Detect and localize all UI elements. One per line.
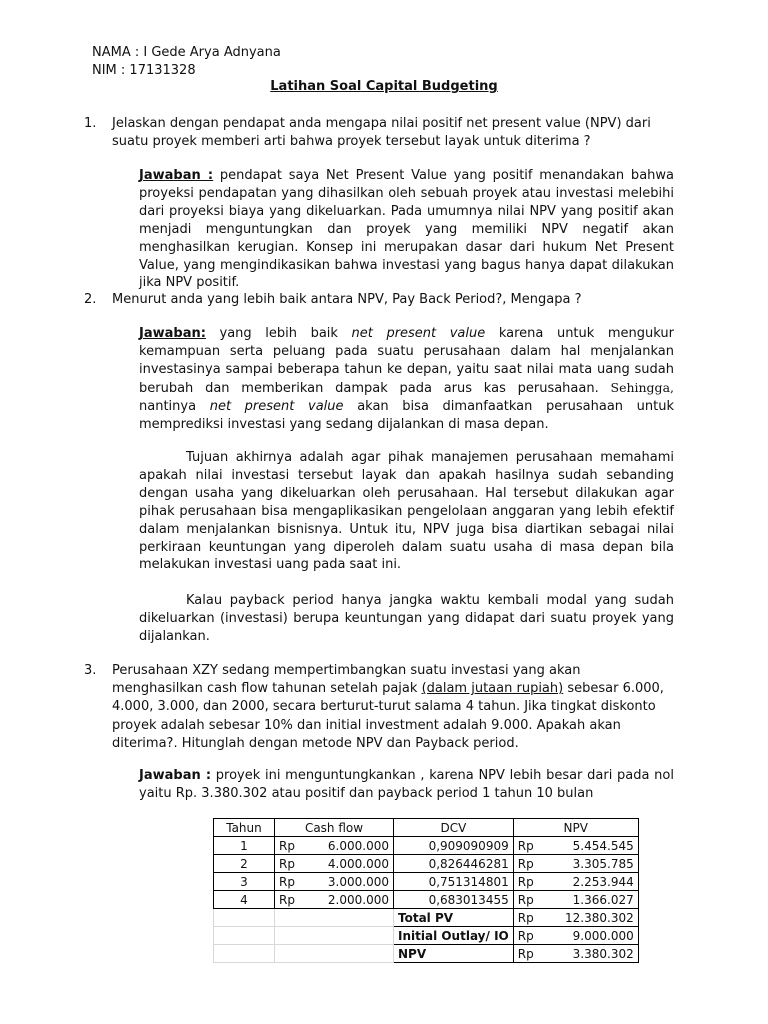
cell-rp: Rp bbox=[513, 945, 556, 963]
cell-cashflow: 4.000.000 bbox=[317, 855, 394, 873]
answer-2-text-a: yang lebih baik bbox=[205, 326, 352, 341]
table-header-row bbox=[214, 819, 639, 837]
cell-summary-label: Total PV bbox=[394, 909, 514, 927]
cell-cashflow: 2.000.000 bbox=[317, 891, 394, 909]
answer-2-text-g: akan bisa dimanfaatkan perusahaan untuk memprediksi investasi yang sedang dijalankan di masa depan. bbox=[139, 398, 675, 432]
answer-1 bbox=[139, 167, 674, 292]
question-3-text-b: sebesar 6.000, 4.000, 3.000, dan 2000, secara berturut-turut salama 4 tahun. Jika tingkat diskonto proyek adalah sebesar 10% dan initial investment adalah 9.000. Apakah akan diterima?. Hitunglah dengan metode NPV dan Payback period. bbox=[112, 681, 664, 751]
cell-tahun: 2 bbox=[214, 855, 275, 873]
question-3-underlined: (dalam jutaan rupiah) bbox=[421, 681, 564, 697]
cell-rp: Rp bbox=[275, 837, 318, 855]
answer-2-text-c: karena untuk mengukur kemampuan serta peluang pada suatu perusahaan dalam hal menjalankan investasinya sampai beberapa tahun ke depan, yaitu saat nilai mata uang sudah berubah dan memberikan dampak pada arus kas perusahaan. bbox=[139, 326, 674, 396]
header-cashflow: Cash flow bbox=[275, 819, 394, 837]
cell-tahun: 4 bbox=[214, 891, 275, 909]
answer-1-text: pendapat saya Net Present Value yang positif menandakan bahwa proyeksi pendapatan yang dihasilkan oleh sebuah proyek atau investasi melebihi dari proyeksi biaya yang dikeluarkan. Pada umumnya nilai NPV yang positif akan menjadi menguntungkan dan proyek yang memiliki NPV negatif akan menghasilkan kerugian. Konsep ini merupakan dasar dari hukum Net Present Value, yang mengindikasikan bahwa investasi yang bagus hanya dapat dilakukan jika NPV positif. bbox=[139, 168, 674, 291]
table-row bbox=[214, 837, 639, 855]
cell-npv: 3.305.785 bbox=[556, 855, 639, 873]
cell-summary-value: 9.000.000 bbox=[556, 927, 639, 945]
cell-summary-value: 3.380.302 bbox=[556, 945, 639, 963]
question-2 bbox=[84, 291, 674, 309]
student-name: NAMA : I Gede Arya Adnyana bbox=[92, 45, 281, 60]
cell-rp: Rp bbox=[513, 909, 556, 927]
cell-summary-label: Initial Outlay/ IO bbox=[394, 927, 514, 945]
table-row bbox=[214, 891, 639, 909]
question-1 bbox=[84, 115, 674, 151]
cell-cashflow: 6.000.000 bbox=[317, 837, 394, 855]
cell-npv: 1.366.027 bbox=[556, 891, 639, 909]
empty-cell bbox=[275, 927, 394, 945]
cell-summary-value: 12.380.302 bbox=[556, 909, 639, 927]
npv-table bbox=[213, 818, 639, 963]
cell-rp: Rp bbox=[275, 855, 318, 873]
cell-tahun: 1 bbox=[214, 837, 275, 855]
answer-2-label: Jawaban: bbox=[139, 326, 206, 341]
summary-row bbox=[214, 909, 639, 927]
cell-rp: Rp bbox=[275, 891, 318, 909]
answer-2 bbox=[139, 325, 674, 433]
answer-2-para3-text: Kalau payback period hanya jangka waktu kembali modal yang sudah dikeluarkan (investasi) berupa keuntungan yang didapat dari suatu proyek yang dijalankan. bbox=[139, 593, 674, 644]
question-2-number: 2. bbox=[84, 292, 97, 307]
question-3-text-a: Perusahaan XZY sedang mempertimbangkan suatu investasi yang akan menghasilkan cash flow tahunan setelah pajak bbox=[112, 663, 581, 697]
answer-2-paragraph-3 bbox=[139, 592, 674, 646]
cell-rp: Rp bbox=[513, 927, 556, 945]
cell-summary-label: NPV bbox=[394, 945, 514, 963]
table-row bbox=[214, 873, 639, 891]
student-nim: NIM : 17131328 bbox=[92, 63, 196, 78]
summary-row bbox=[214, 927, 639, 945]
answer-2-para2-text: Tujuan akhirnya adalah agar pihak manajemen perusahaan memahami apakah nilai investasi tersebut layak dan apakah hasilnya sudah sebanding dengan usaha yang dikeluarkan oleh perusahaan. Hal tersebut dilakukan agar pihak perusahaan bisa mengaplikasikan pengelolaan anggaran yang lebih efektif dalam menjalankan bisnisnya. Untuk itu, NPV juga bisa diartikan sebagai nilai perkiraan keuntungan yang diperoleh dalam suatu usaha di masa depan bila melakukan investasi uang pada saat ini. bbox=[139, 450, 674, 573]
cell-rp: Rp bbox=[513, 873, 556, 891]
cell-dcv: 0,909090909 bbox=[394, 837, 514, 855]
summary-row bbox=[214, 945, 639, 963]
cell-dcv: 0,683013455 bbox=[394, 891, 514, 909]
header-npv: NPV bbox=[513, 819, 638, 837]
empty-cell bbox=[275, 945, 394, 963]
cell-rp: Rp bbox=[513, 855, 556, 873]
question-3-number: 3. bbox=[84, 663, 97, 678]
header-tahun: Tahun bbox=[214, 819, 275, 837]
cell-tahun: 3 bbox=[214, 873, 275, 891]
answer-1-label: Jawaban : bbox=[139, 168, 214, 183]
table-row bbox=[214, 855, 639, 873]
cell-rp: Rp bbox=[513, 891, 556, 909]
answer-2-italic-npv-2: net present value bbox=[209, 398, 344, 414]
cell-dcv: 0,826446281 bbox=[394, 855, 514, 873]
empty-cell bbox=[275, 909, 394, 927]
empty-cell bbox=[214, 909, 275, 927]
question-1-text: Jelaskan dengan pendapat anda mengapa nilai positif net present value (NPV) dari suatu proyek memberi arti bahwa proyek tersebut layak untuk diterima ? bbox=[112, 116, 651, 150]
cell-rp: Rp bbox=[275, 873, 318, 891]
answer-3-text: proyek ini menguntungkankan , karena NPV lebih besar dari pada nol yaitu Rp. 3.380.302 atau positif dan payback period 1 tahun 10 bulan bbox=[139, 768, 674, 801]
cell-cashflow: 3.000.000 bbox=[317, 873, 394, 891]
empty-cell bbox=[214, 927, 275, 945]
empty-cell bbox=[214, 945, 275, 963]
question-1-number: 1. bbox=[84, 116, 97, 131]
answer-3 bbox=[139, 767, 674, 803]
answer-2-italic-npv: net present value bbox=[351, 326, 486, 341]
cell-dcv: 0,751314801 bbox=[394, 873, 514, 891]
cell-npv: 5.454.545 bbox=[556, 837, 639, 855]
answer-2-sehingga: Sehingga, bbox=[610, 379, 674, 395]
header-dcv: DCV bbox=[394, 819, 514, 837]
answer-2-paragraph-2 bbox=[139, 449, 674, 574]
answer-3-label: Jawaban : bbox=[139, 768, 212, 783]
document-title: Latihan Soal Capital Budgeting bbox=[270, 79, 498, 94]
answer-2-text-e: nantinya bbox=[139, 398, 210, 414]
question-3 bbox=[84, 662, 674, 753]
cell-npv: 2.253.944 bbox=[556, 873, 639, 891]
cell-rp: Rp bbox=[513, 837, 556, 855]
question-2-text: Menurut anda yang lebih baik antara NPV, Pay Back Period?, Mengapa ? bbox=[112, 292, 582, 307]
